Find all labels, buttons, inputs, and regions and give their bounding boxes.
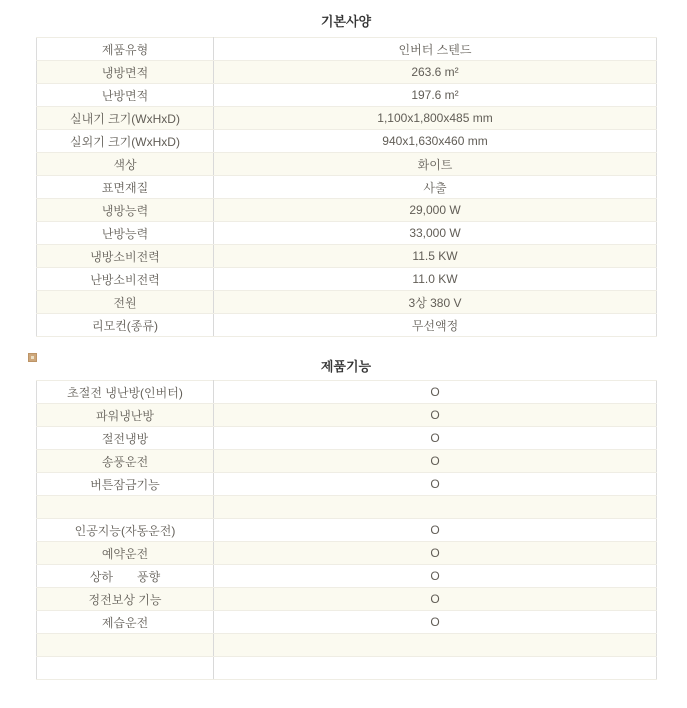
table-row	[37, 404, 657, 427]
spec-label: 난방면적	[37, 84, 214, 107]
spec-value: 29,000 W	[214, 199, 657, 222]
table-row	[37, 268, 657, 291]
spec-label: 제품유형	[37, 38, 214, 61]
table-row	[37, 496, 657, 519]
feature-label: 절전냉방	[37, 427, 214, 450]
feature-label	[37, 496, 214, 519]
feature-value: O	[214, 427, 657, 450]
feature-value: O	[214, 588, 657, 611]
feature-value: O	[214, 473, 657, 496]
spec-value: 화이트	[214, 153, 657, 176]
feature-value: O	[214, 565, 657, 588]
spec-label: 난방능력	[37, 222, 214, 245]
feature-label: 인공지능(자동운전)	[37, 519, 214, 542]
feature-label	[37, 634, 214, 657]
spec-label: 리모컨(종류)	[37, 314, 214, 337]
table-row	[37, 245, 657, 268]
features-title: 제품기능	[320, 359, 372, 374]
table-row	[37, 176, 657, 199]
spec-label: 냉방소비전력	[37, 245, 214, 268]
table-row	[37, 153, 657, 176]
feature-label: 상하 풍향	[37, 565, 214, 588]
feature-label: 예약운전	[37, 542, 214, 565]
table-row	[37, 381, 657, 404]
spec-label: 실외기 크기(WxHxD)	[37, 130, 214, 153]
table-row	[37, 427, 657, 450]
table-row	[37, 450, 657, 473]
table-row	[37, 199, 657, 222]
spec-value: 3상 380 V	[214, 291, 657, 314]
feature-value	[214, 496, 657, 519]
table-row	[37, 38, 657, 61]
table-row	[37, 588, 657, 611]
feature-label: 제습운전	[37, 611, 214, 634]
feature-label	[37, 657, 214, 680]
features-table	[36, 380, 657, 680]
spec-value: 1,100x1,800x485 mm	[214, 107, 657, 130]
spec-value: 11.0 KW	[214, 268, 657, 291]
feature-value	[214, 657, 657, 680]
basic-spec-table	[36, 37, 657, 337]
feature-label: 버튼잠금기능	[37, 473, 214, 496]
spec-label: 전원	[37, 291, 214, 314]
feature-value	[214, 634, 657, 657]
table-row	[37, 657, 657, 680]
spec-value: 33,000 W	[214, 222, 657, 245]
feature-value: O	[214, 519, 657, 542]
table-row	[37, 473, 657, 496]
table-row	[37, 130, 657, 153]
table-row	[37, 61, 657, 84]
feature-value: O	[214, 381, 657, 404]
table-row	[37, 611, 657, 634]
basic-spec-title: 기본사양	[320, 14, 372, 29]
spec-value: 사출	[214, 176, 657, 199]
feature-value: O	[214, 404, 657, 427]
table-row	[37, 107, 657, 130]
table-row	[37, 565, 657, 588]
table-row	[37, 542, 657, 565]
spec-value: 무선액정	[214, 314, 657, 337]
spec-label: 난방소비전력	[37, 268, 214, 291]
feature-label: 송풍운전	[37, 450, 214, 473]
table-row	[37, 634, 657, 657]
spec-label: 냉방면적	[37, 61, 214, 84]
table-row	[37, 291, 657, 314]
spec-label: 표면재질	[37, 176, 214, 199]
feature-value: O	[214, 611, 657, 634]
spec-value: 940x1,630x460 mm	[214, 130, 657, 153]
feature-label: 파워냉난방	[37, 404, 214, 427]
features-section	[36, 359, 656, 680]
spec-label: 냉방능력	[37, 199, 214, 222]
spec-label: 색상	[37, 153, 214, 176]
spec-value: 인버터 스텐드	[214, 38, 657, 61]
bullet-square-icon	[28, 353, 37, 362]
feature-value: O	[214, 450, 657, 473]
table-row	[37, 84, 657, 107]
table-row	[37, 519, 657, 542]
table-row	[37, 314, 657, 337]
feature-value: O	[214, 542, 657, 565]
spec-value: 11.5 KW	[214, 245, 657, 268]
basic-spec-section	[36, 14, 656, 337]
table-row	[37, 222, 657, 245]
feature-label: 초절전 냉난방(인버터)	[37, 381, 214, 404]
feature-label: 정전보상 기능	[37, 588, 214, 611]
spec-value: 263.6 m²	[214, 61, 657, 84]
spec-value: 197.6 m²	[214, 84, 657, 107]
spec-label: 실내기 크기(WxHxD)	[37, 107, 214, 130]
